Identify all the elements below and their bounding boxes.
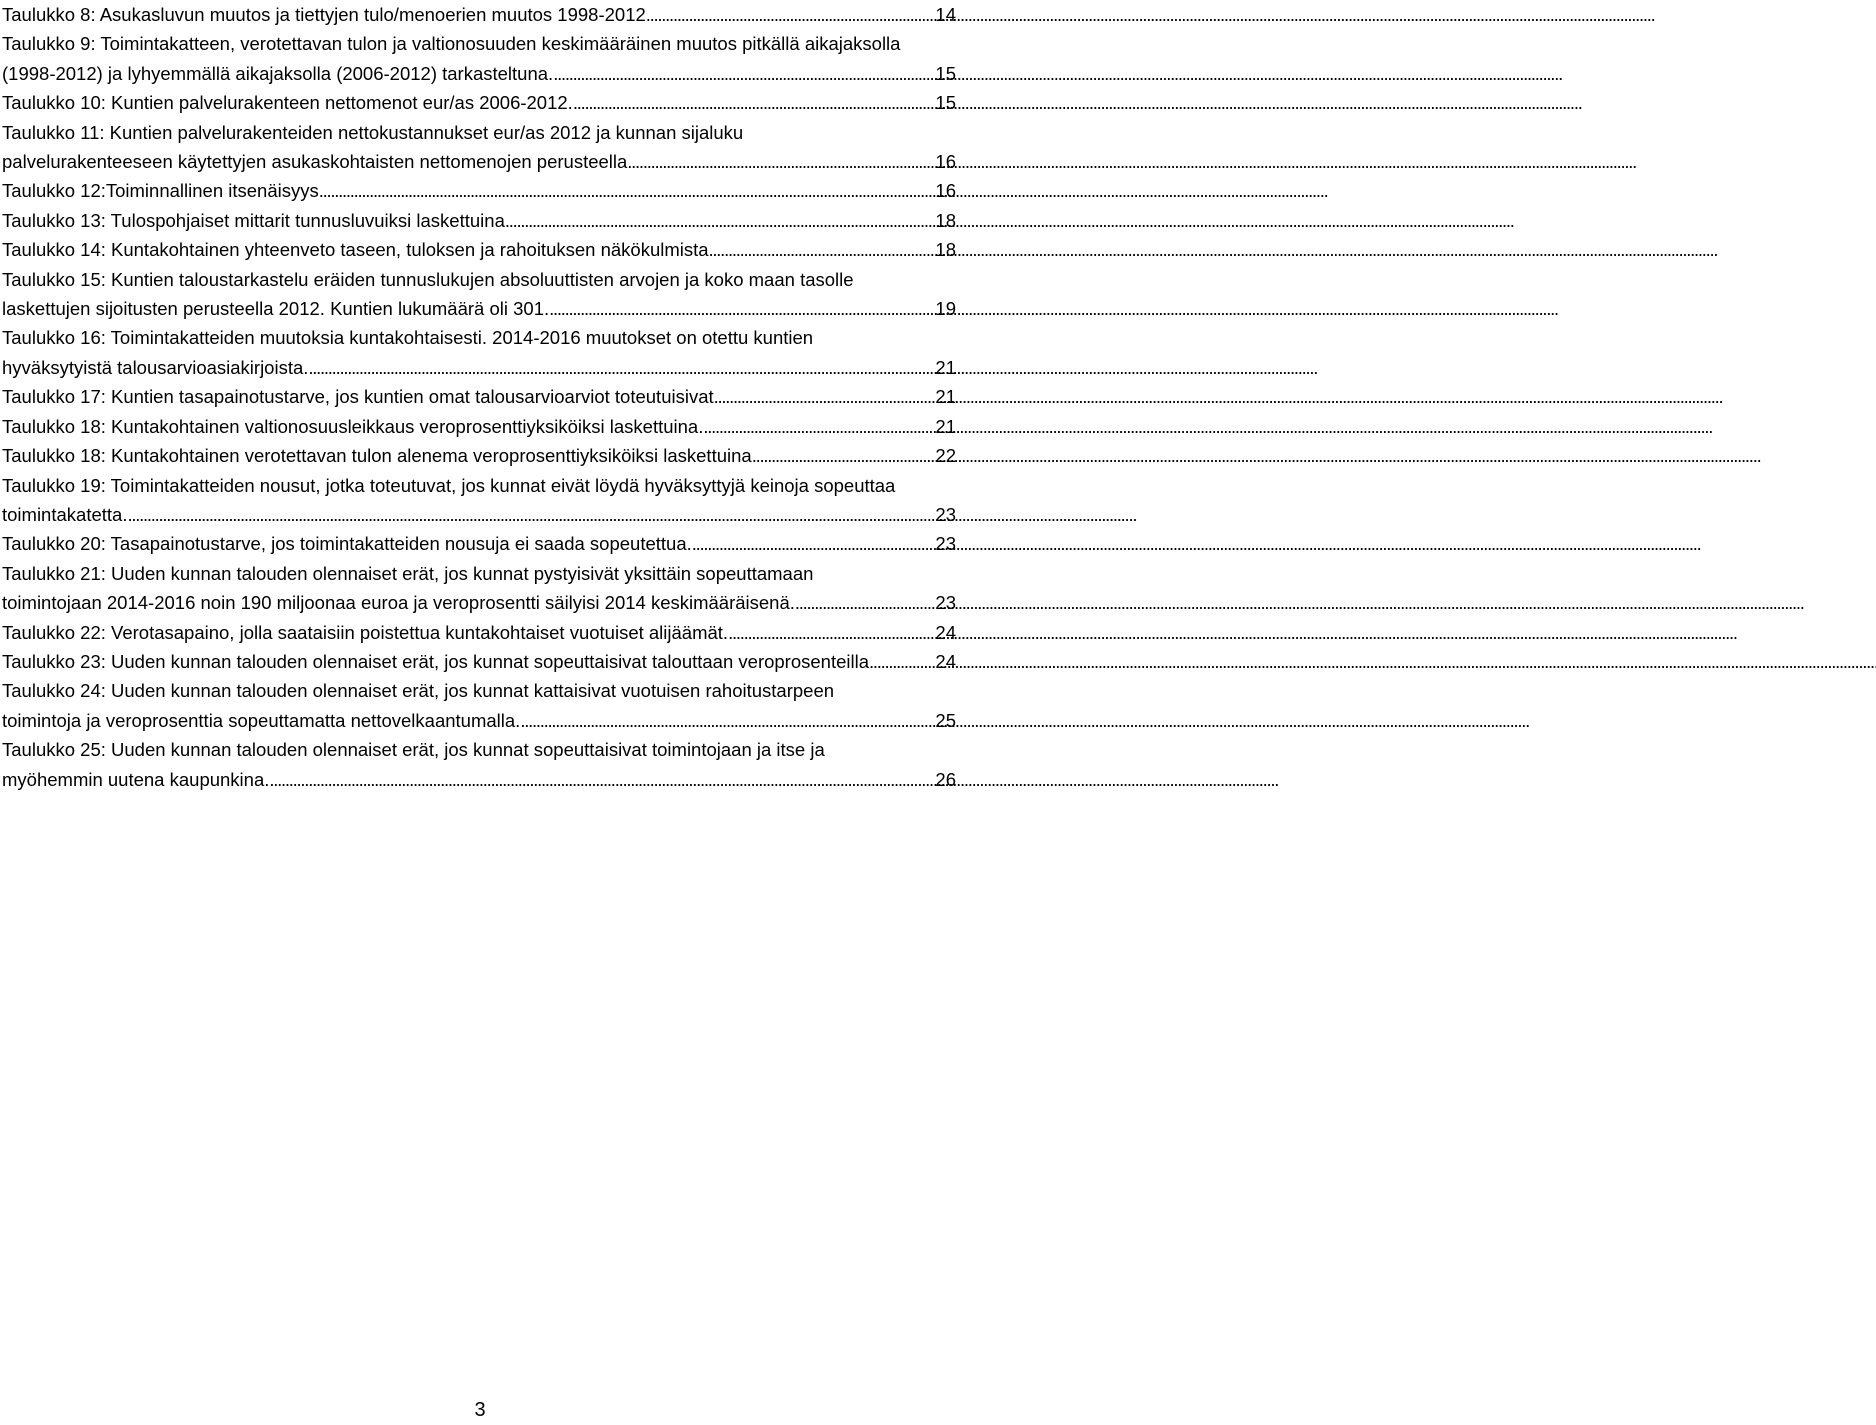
toc-entry-last-line bbox=[2, 765, 956, 794]
dot-leader bbox=[549, 294, 934, 323]
toc-page-number[interactable]: 18 bbox=[935, 209, 956, 231]
toc-entry-last-line bbox=[2, 88, 956, 117]
toc-entry-text-line: Taulukko 24: Uuden kunnan talouden olennaiset erät, jos kunnat kattaisivat vuotuisen rahoitustarpeen bbox=[2, 680, 835, 702]
toc-entry[interactable] bbox=[2, 235, 956, 264]
toc-entry[interactable] bbox=[2, 471, 956, 530]
toc-entry-text: Taulukko 12:Toiminnallinen itsenäisyys bbox=[2, 180, 319, 202]
dot-leader bbox=[127, 500, 934, 529]
toc-entry[interactable] bbox=[2, 29, 956, 88]
toc-entry-text: toimintojaan 2014-2016 noin 190 miljoonaa euroa ja veroprosentti säilyisi 2014 keskimääräisenä. bbox=[2, 592, 795, 614]
toc-entry-text: Taulukko 13: Tulospohjaiset mittarit tunnusluvuiksi laskettuina bbox=[2, 209, 505, 231]
toc-entry-text-line: Taulukko 21: Uuden kunnan talouden olennaiset erät, jos kunnat pystyisivät yksittäin sopeuttamaan bbox=[2, 562, 814, 584]
toc-entry-text: toimintakatetta. bbox=[2, 503, 128, 525]
dot-leader bbox=[646, 0, 935, 29]
toc-entry-text: Taulukko 17: Kuntien tasapainotustarve, jos kuntien omat talousarvioarviot toteutuisivat bbox=[2, 386, 714, 408]
toc-page-number[interactable]: 23 bbox=[935, 592, 956, 614]
dot-leader bbox=[505, 206, 935, 235]
toc-entry-last-line bbox=[2, 588, 956, 617]
toc-page-number[interactable]: 23 bbox=[935, 533, 956, 555]
toc-page-number[interactable]: 16 bbox=[935, 180, 956, 202]
toc-entry[interactable] bbox=[2, 323, 956, 382]
dot-leader bbox=[573, 88, 935, 117]
toc-entry[interactable] bbox=[2, 647, 956, 676]
toc-entry-last-line bbox=[2, 206, 956, 235]
toc-page-number[interactable]: 25 bbox=[935, 709, 956, 731]
toc-entry[interactable] bbox=[2, 382, 956, 411]
page-number: 3 bbox=[474, 1399, 486, 1421]
table-of-tables bbox=[2, 0, 956, 794]
toc-page-number[interactable]: 16 bbox=[935, 151, 956, 173]
toc-page-number[interactable]: 15 bbox=[935, 92, 956, 114]
toc-entry-last-line bbox=[2, 235, 956, 264]
toc-entry-last-line bbox=[2, 706, 956, 735]
toc-entry-text-line: Taulukko 11: Kuntien palvelurakenteiden nettokustannukset eur/as 2012 ja kunnan sijaluku bbox=[2, 121, 744, 143]
toc-entry[interactable] bbox=[2, 559, 956, 618]
toc-page-number[interactable]: 24 bbox=[935, 650, 956, 672]
toc-entry-last-line bbox=[2, 500, 956, 529]
toc-entry[interactable] bbox=[2, 412, 956, 441]
toc-entry[interactable] bbox=[2, 118, 956, 177]
toc-page-number[interactable]: 15 bbox=[935, 62, 956, 84]
dot-leader bbox=[308, 353, 934, 382]
toc-entry-text: Taulukko 18: Kuntakohtainen valtionosuusleikkaus veroprosenttiyksiköiksi laskettuina. bbox=[2, 415, 704, 437]
dot-leader bbox=[714, 382, 935, 411]
dot-leader bbox=[752, 441, 935, 470]
toc-entry[interactable] bbox=[2, 441, 956, 470]
toc-entry[interactable] bbox=[2, 676, 956, 735]
toc-entry-last-line bbox=[2, 382, 956, 411]
toc-entry-text: Taulukko 22: Verotasapaino, jolla saataisiin poistettua kuntakohtaiset vuotuiset alijäämät. bbox=[2, 621, 729, 643]
toc-entry-text-line: Taulukko 19: Toimintakatteiden nousut, jotka toteutuvat, jos kunnat eivät löydä hyväksyttyjä keinoja sopeuttaa bbox=[2, 474, 896, 496]
toc-entry-last-line bbox=[2, 59, 956, 88]
toc-entry-text: (1998-2012) ja lyhyemmällä aikajaksolla (2006-2012) tarkasteltuna. bbox=[2, 62, 554, 84]
toc-entry-last-line bbox=[2, 294, 956, 323]
toc-entry-text: Taulukko 23: Uuden kunnan talouden olennaiset erät, jos kunnat sopeuttaisivat talouttaan veroprosenteilla bbox=[2, 650, 870, 672]
toc-entry-text: toimintoja ja veroprosenttia sopeuttamatta nettovelkaantumalla. bbox=[2, 709, 521, 731]
toc-entry-last-line bbox=[2, 176, 956, 205]
toc-entry[interactable] bbox=[2, 176, 956, 205]
dot-leader bbox=[692, 529, 935, 558]
toc-entry[interactable] bbox=[2, 529, 956, 558]
toc-page-number[interactable]: 23 bbox=[935, 503, 956, 525]
toc-entry-text: laskettujen sijoitusten perusteella 2012. Kuntien lukumäärä oli 301. bbox=[2, 298, 550, 320]
dot-leader bbox=[520, 706, 934, 735]
dot-leader bbox=[728, 618, 934, 647]
toc-entry-last-line bbox=[2, 353, 956, 382]
dot-leader bbox=[703, 412, 934, 441]
toc-entry-last-line bbox=[2, 618, 956, 647]
dot-leader bbox=[795, 588, 935, 617]
toc-entry-last-line bbox=[2, 412, 956, 441]
toc-entry-last-line bbox=[2, 529, 956, 558]
toc-entry-text-line: Taulukko 15: Kuntien taloustarkastelu eräiden tunnuslukujen absoluuttisten arvojen ja koko maan tasolle bbox=[2, 268, 854, 290]
toc-page-number[interactable]: 22 bbox=[935, 445, 956, 467]
toc-page-number[interactable]: 26 bbox=[935, 768, 956, 790]
toc-entry[interactable] bbox=[2, 88, 956, 117]
toc-page-number[interactable]: 21 bbox=[935, 415, 956, 437]
dot-leader bbox=[709, 235, 935, 264]
toc-page-number[interactable]: 14 bbox=[935, 4, 956, 25]
toc-entry-text: myöhemmin uutena kaupunkina. bbox=[2, 768, 270, 790]
toc-entry-text-line: Taulukko 9: Toimintakatteen, verotettavan tulon ja valtionosuuden keskimääräinen muutos pitkällä aikajaksolla bbox=[2, 33, 901, 55]
toc-entry-text: palvelurakenteeseen käytettyjen asukaskohtaisten nettomenojen perusteella bbox=[2, 151, 628, 173]
toc-entry-text: Taulukko 20: Tasapainotustarve, jos toimintakatteiden nousuja ei saada sopeutettua. bbox=[2, 533, 692, 555]
toc-entry-text-line: Taulukko 16: Toimintakatteiden muutoksia kuntakohtaisesti. 2014-2016 muutokset on otettu kuntien bbox=[2, 327, 814, 349]
dot-leader bbox=[553, 59, 934, 88]
toc-page-number[interactable]: 21 bbox=[935, 386, 956, 408]
toc-entry-last-line bbox=[2, 441, 956, 470]
dot-leader bbox=[269, 765, 934, 794]
toc-entry[interactable] bbox=[2, 265, 956, 324]
toc-entry-last-line bbox=[2, 0, 956, 29]
toc-page-number[interactable]: 18 bbox=[935, 239, 956, 261]
toc-entry-last-line bbox=[2, 647, 956, 676]
dot-leader bbox=[627, 147, 934, 176]
toc-entry[interactable] bbox=[2, 735, 956, 794]
toc-entry-text: Taulukko 14: Kuntakohtainen yhteenveto taseen, tuloksen ja rahoituksen näkökulmista bbox=[2, 239, 709, 261]
dot-leader bbox=[869, 647, 934, 676]
toc-entry[interactable] bbox=[2, 618, 956, 647]
toc-entry-text-line: Taulukko 25: Uuden kunnan talouden olennaiset erät, jos kunnat sopeuttaisivat toimintojaan ja itse ja bbox=[2, 739, 825, 761]
toc-entry-text: Taulukko 8: Asukasluvun muutos ja tiettyjen tulo/menoerien muutos 1998-2012 bbox=[2, 4, 646, 25]
toc-entry-text: Taulukko 18: Kuntakohtainen verotettavan tulon alenema veroprosenttiyksiköiksi laskettuina bbox=[2, 445, 752, 467]
toc-entry-text: hyväksytyistä talousarvioasiakirjoista. bbox=[2, 356, 309, 378]
toc-entry[interactable] bbox=[2, 0, 956, 29]
toc-page-number[interactable]: 24 bbox=[935, 621, 956, 643]
toc-page-number[interactable]: 21 bbox=[935, 356, 956, 378]
toc-page-number[interactable]: 19 bbox=[935, 298, 956, 320]
toc-entry-text: Taulukko 10: Kuntien palvelurakenteen nettomenot eur/as 2006-2012. bbox=[2, 92, 573, 114]
dot-leader bbox=[319, 176, 935, 205]
toc-entry-last-line bbox=[2, 147, 956, 176]
toc-entry[interactable] bbox=[2, 206, 956, 235]
